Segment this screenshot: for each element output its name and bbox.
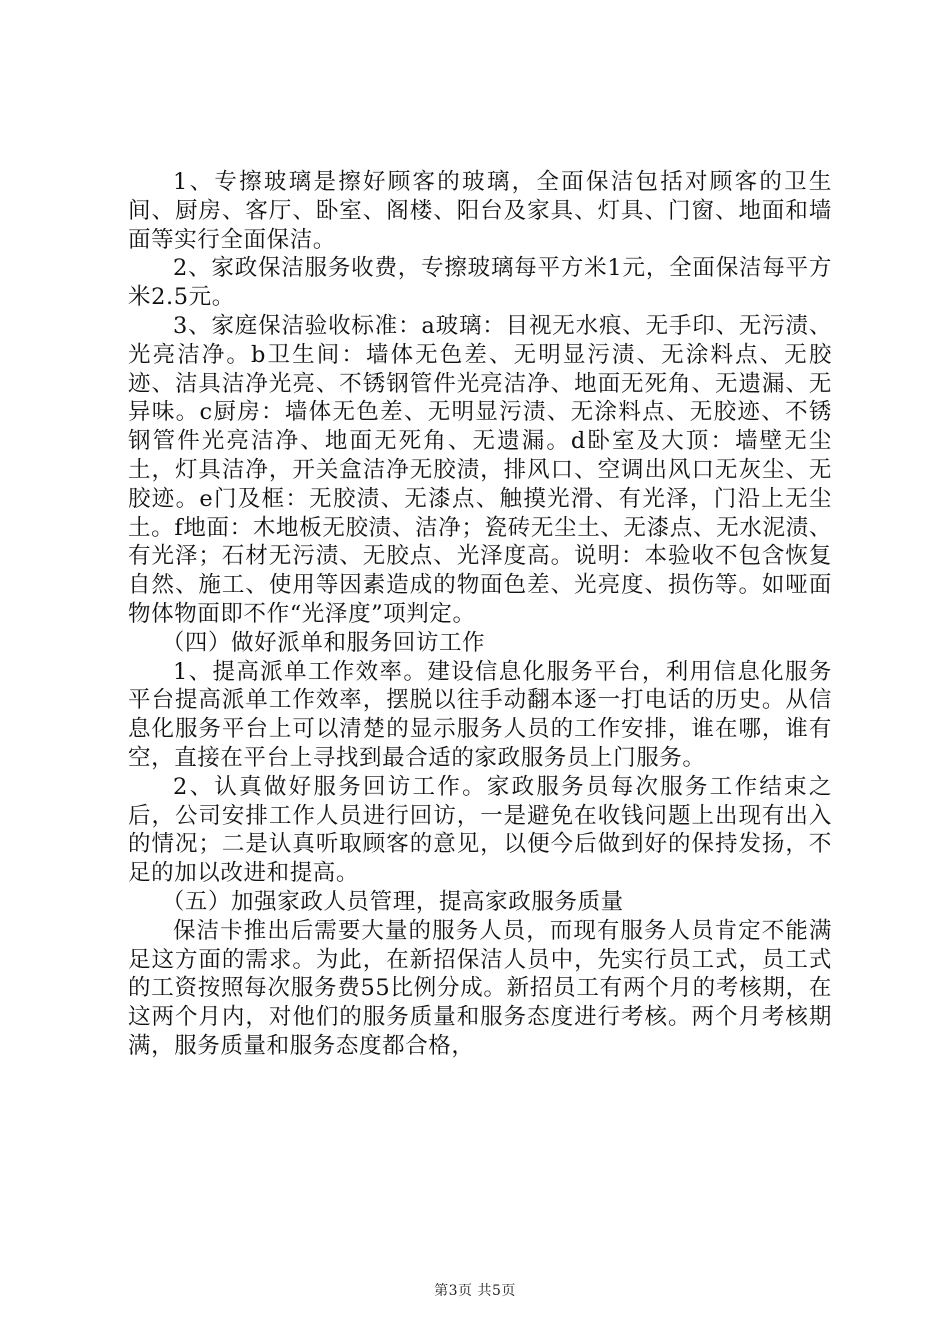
section-heading-staff-management: （五）加强家政人员管理，提高家政服务质量 <box>161 888 624 915</box>
paragraph-cleaning-fees: 2、家政保洁服务收费，专擦玻璃每平方米1元，全面保洁每平方米2.5元。 <box>128 255 832 311</box>
section-heading-dispatch: （四）做好派单和服务回访工作 <box>161 629 486 656</box>
paragraph-cleaning-scope: 1、专擦玻璃是擦好顾客的玻璃，全面保洁包括对顾客的卫生间、厨房、客厅、卧室、阁楼、阳台及家具、灯具、门窗、地面和墙面等实行全面保洁。 <box>128 169 832 253</box>
paragraph-staff-recruitment: 保洁卡推出后需要大量的服务人员，而现有服务人员肯定不能满足这方面的需求。为此，在新招保洁人员中，先实行员工式，员工式的工资按照每次服务费55比例分成。新招员工有两个月的考核期，在这两个月内，对他们的服务质量和服务态度进行考核。两个月考核期满，服务质量和服务态度都合格， <box>128 917 832 1059</box>
paragraph-dispatch-efficiency: 1、提高派单工作效率。建设信息化服务平台，利用信息化服务平台提高派单工作效率，摆脱以往手动翻本逐一打电话的历史。从信息化服务平台上可以清楚的显示服务人员的工作安排，谁在哪，谁有空，直接在平台上寻找到最合适的家政服务员上门服务。 <box>128 658 832 771</box>
paragraph-acceptance-standards: 3、家庭保洁验收标准：a玻璃：目视无水痕、无手印、无污渍、光亮洁净。b卫生间：墙体无色差、无明显污渍、无涂料点、无胶迹、洁具洁净光亮、不锈钢管件光亮洁净、地面无死角、无遗漏、无异味。c厨房：墙体无色差、无明显污渍、无涂料点、无胶迹、不锈钢管件光亮洁净、地面无死角、无遗漏。d卧室及大顶：墙壁无尘土，灯具洁净，开关盒洁净无胶渍，排风口、空调出风口无灰尘、无胶迹。e门及框：无胶渍、无漆点、触摸光滑、有光泽，门沿上无尘土。f地面：木地板无胶渍、洁净；瓷砖无尘土、无漆点、无水泥渍、有光泽；石材无污渍、无胶点、光泽度高。说明：本验收不包含恢复自然、施工、使用等因素造成的物面色差、光亮度、损伤等。如哑面物体物面即不作“光泽度”项判定。 <box>128 312 832 627</box>
document-body <box>128 168 832 1061</box>
paragraph-service-followup: 2、认真做好服务回访工作。家政服务员每次服务工作结束之后，公司安排工作人员进行回访，一是避免在收钱问题上出现有出入的情况；二是认真听取顾客的意见，以便今后做到好的保持发扬，不足的加以改进和提高。 <box>128 773 832 887</box>
page-number-footer: 第3页 共5页 <box>434 1283 516 1299</box>
